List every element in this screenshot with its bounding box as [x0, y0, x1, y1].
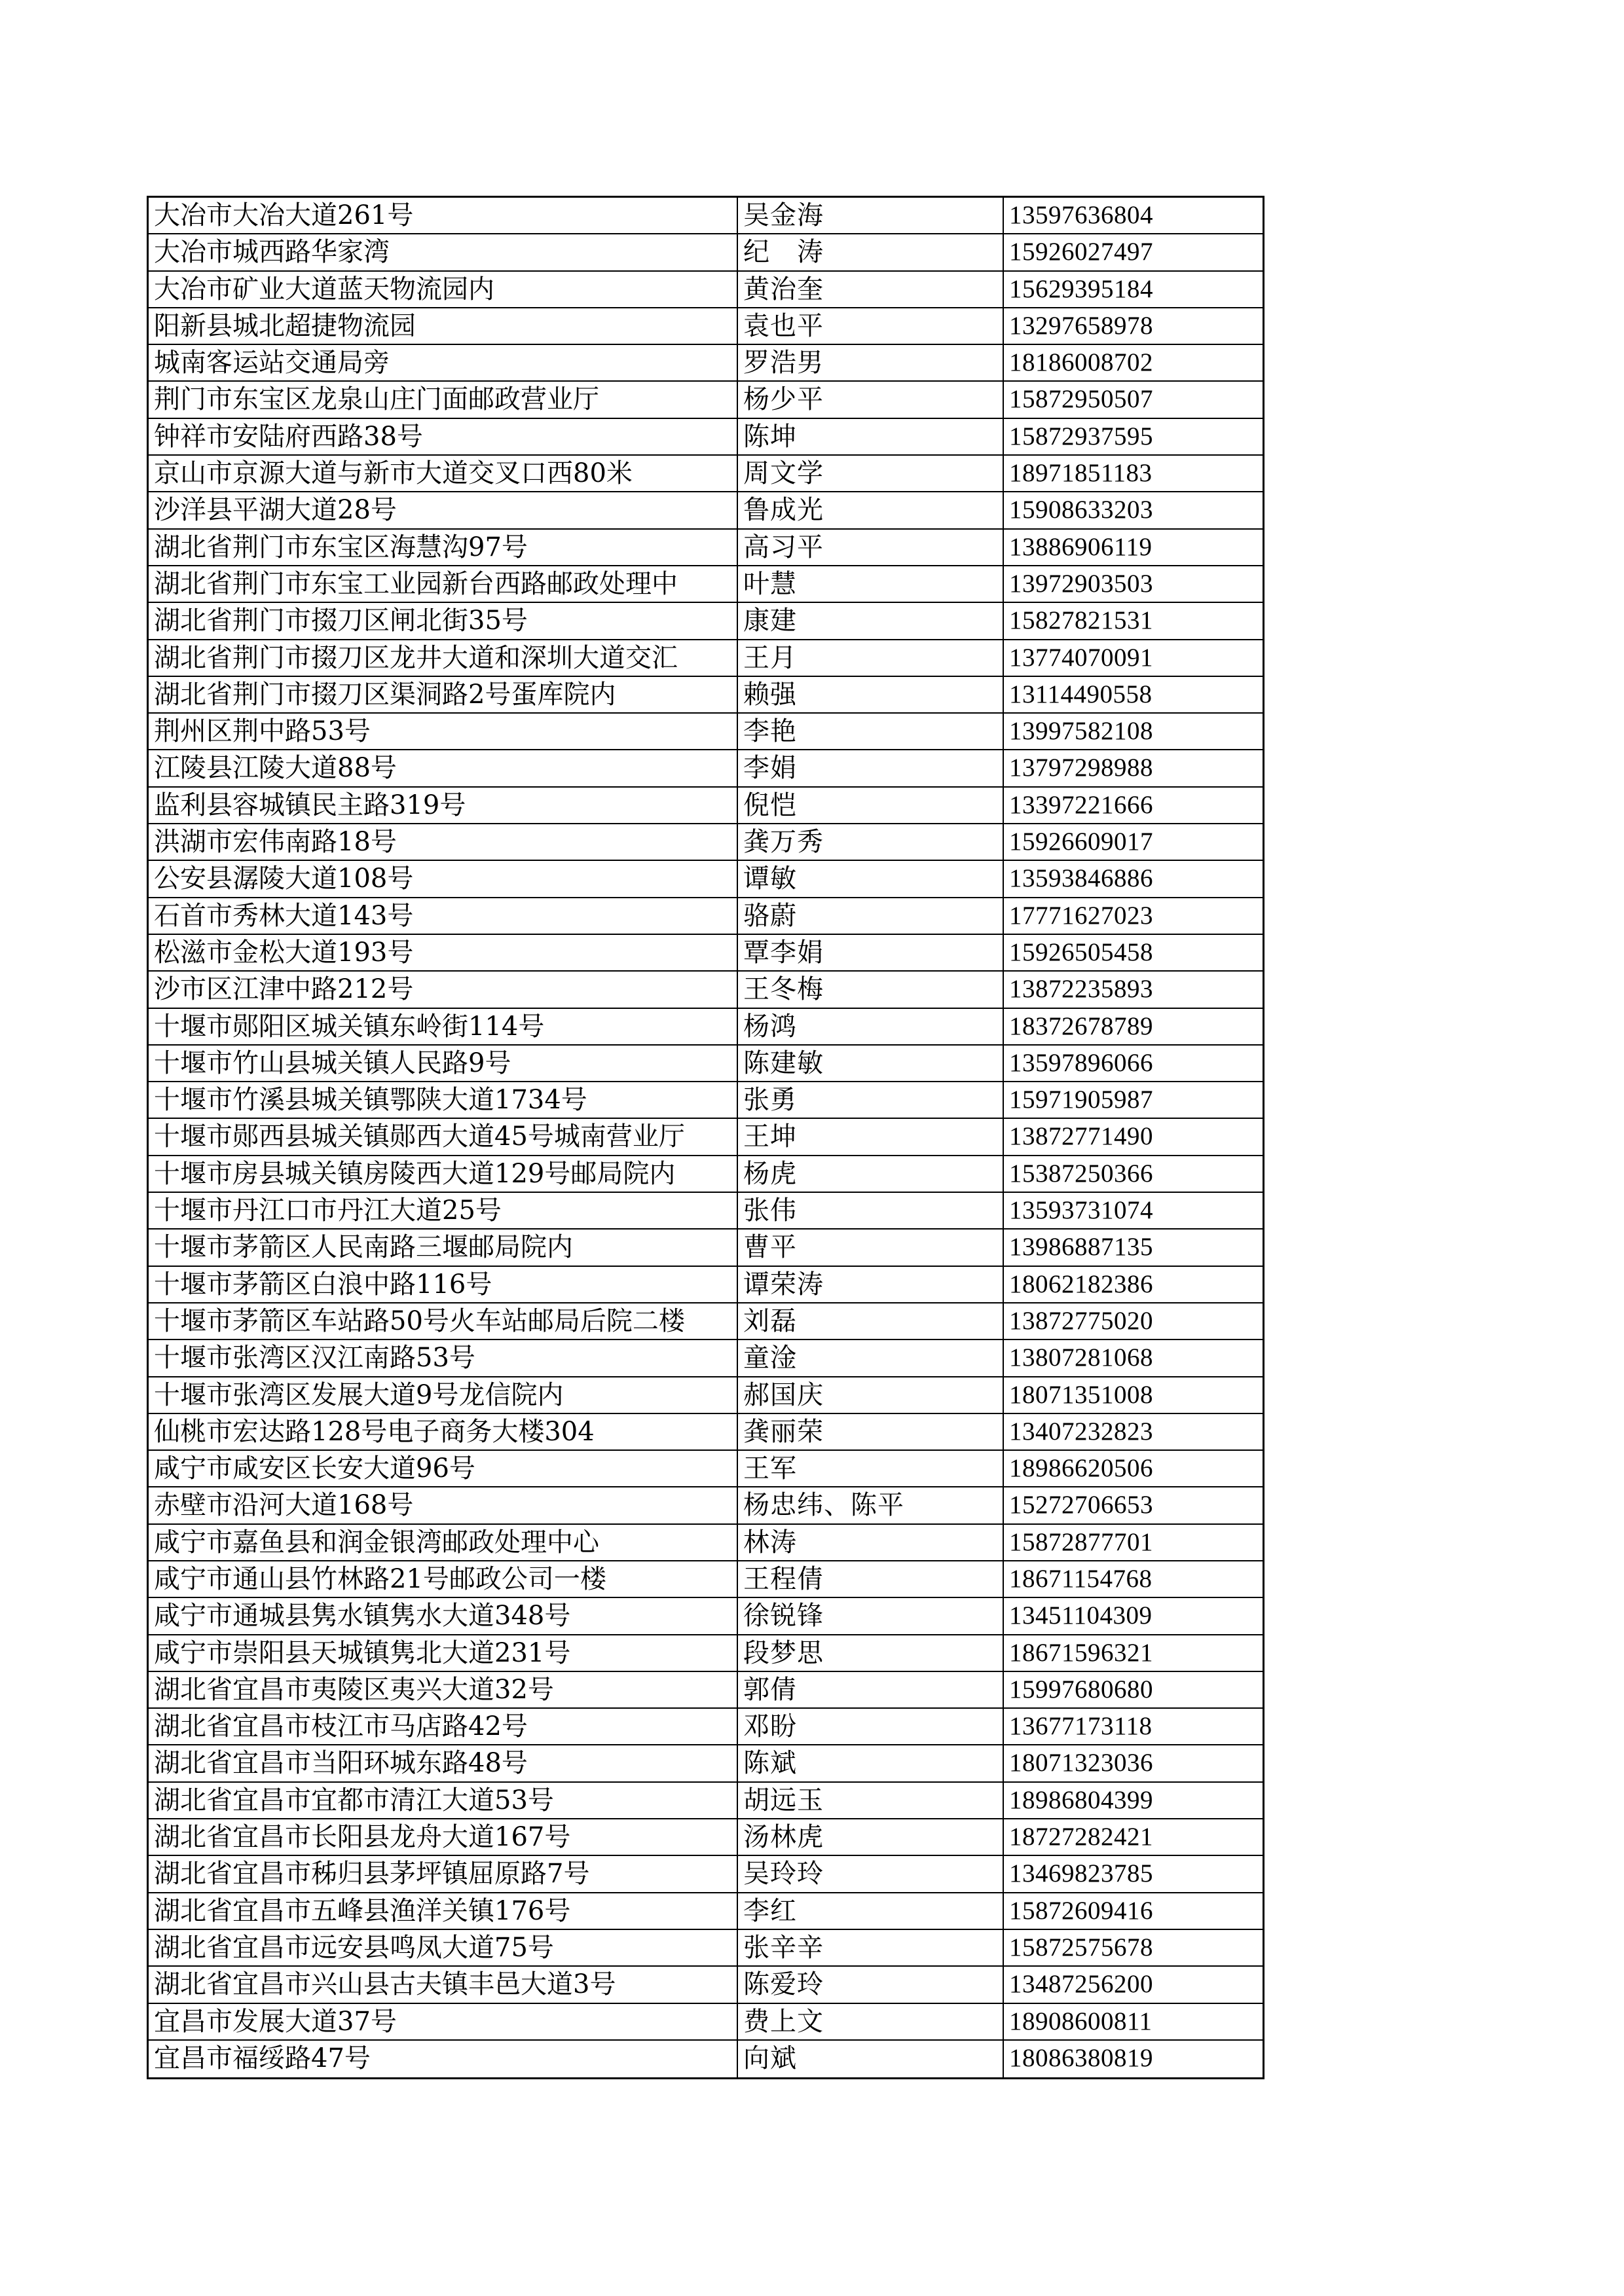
phone-cell: 13597636804: [1009, 201, 1153, 229]
table-row: [149, 1340, 1263, 1377]
table-row: [149, 1193, 1263, 1230]
table-row: [149, 1303, 1263, 1340]
phone-cell: 15926609017: [1009, 828, 1153, 856]
contact-name-cell: 高习平: [738, 530, 1004, 565]
table-row: [149, 972, 1263, 1008]
contact-name-cell: 杨鸿: [738, 1009, 1004, 1044]
contact-name-cell: 汤林虎: [738, 1819, 1004, 1855]
address-cell: 江陵县江陵大道88号: [149, 750, 738, 786]
table-row: [149, 1451, 1263, 1487]
table-row: [149, 1561, 1263, 1598]
table-row: [149, 198, 1263, 234]
table-row: [149, 1819, 1263, 1856]
table-row: [149, 750, 1263, 787]
contact-name-cell: 张伟: [738, 1193, 1004, 1228]
address-cell: 阳新县城北超捷物流园: [149, 308, 738, 344]
address-cell: 大冶市大冶大道261号: [149, 198, 738, 233]
address-cell: 咸宁市崇阳县天城镇隽北大道231号: [149, 1635, 738, 1671]
phone-cell: 18062182386: [1009, 1269, 1153, 1298]
contact-name-cell: 黄治奎: [738, 272, 1004, 307]
table-row: [149, 566, 1263, 603]
contact-name-cell: 骆蔚: [738, 898, 1004, 934]
table-row: [149, 2004, 1263, 2041]
phone-cell: 13997582108: [1009, 717, 1153, 746]
table-row: [149, 1598, 1263, 1635]
phone-cell: 18727282421: [1009, 1823, 1153, 1851]
contact-name-cell: 郭倩: [738, 1672, 1004, 1707]
table-row: [149, 1377, 1263, 1414]
address-cell: 十堰市张湾区汉江南路53号: [149, 1340, 738, 1376]
table-row: [149, 1856, 1263, 1893]
contact-name-cell: 吴金海: [738, 198, 1004, 233]
table-row: [149, 234, 1263, 271]
table-row: [149, 1930, 1263, 1967]
table-row: [149, 272, 1263, 308]
phone-cell: 13114490558: [1009, 680, 1153, 708]
contact-name-cell: 罗浩男: [738, 345, 1004, 380]
phone-cell: 13807281068: [1009, 1343, 1153, 1372]
contact-name-cell: 龚万秀: [738, 824, 1004, 860]
address-cell: 宜昌市发展大道37号: [149, 2004, 738, 2039]
address-cell: 湖北省宜昌市兴山县古夫镇丰邑大道3号: [149, 1967, 738, 2002]
table-row: [149, 345, 1263, 382]
address-cell: 湖北省荆门市掇刀区闸北街35号: [149, 603, 738, 638]
address-cell: 咸宁市嘉鱼县和润金银湾邮政处理中心: [149, 1525, 738, 1560]
phone-cell: 13407232823: [1009, 1417, 1153, 1446]
address-cell: 十堰市房县城关镇房陵西大道129号邮局院内: [149, 1156, 738, 1192]
table-row: [149, 1414, 1263, 1451]
address-cell: 咸宁市通城县隽水镇隽水大道348号: [149, 1598, 738, 1633]
address-cell: 监利县容城镇民主路319号: [149, 788, 738, 823]
address-cell: 十堰市茅箭区车站路50号火车站邮局后院二楼: [149, 1303, 738, 1339]
phone-cell: 15872575678: [1009, 1933, 1153, 1961]
address-cell: 公安县潺陵大道108号: [149, 861, 738, 896]
address-cell: 荆州区荆中路53号: [149, 714, 738, 749]
table-row: [149, 1745, 1263, 1782]
table-row: [149, 788, 1263, 824]
contact-name-cell: 周文学: [738, 456, 1004, 491]
phone-cell: 13469823785: [1009, 1859, 1153, 1888]
contact-name-cell: 王月: [738, 640, 1004, 676]
contact-name-cell: 张辛辛: [738, 1930, 1004, 1965]
contact-name-cell: 谭荣涛: [738, 1267, 1004, 1302]
phone-cell: 15908633203: [1009, 496, 1153, 524]
address-cell: 十堰市竹山县城关镇人民路9号: [149, 1046, 738, 1081]
address-cell: 赤壁市沿河大道168号: [149, 1487, 738, 1523]
address-cell: 十堰市郧西县城关镇郧西大道45号城南营业厅: [149, 1119, 738, 1154]
contact-name-cell: 陈爱玲: [738, 1967, 1004, 2002]
contact-name-cell: 杨少平: [738, 382, 1004, 417]
address-cell: 湖北省荆门市东宝工业园新台西路邮政处理中: [149, 566, 738, 602]
phone-cell: 13872775020: [1009, 1306, 1153, 1335]
contact-name-cell: 叶慧: [738, 566, 1004, 602]
contact-name-cell: 杨虎: [738, 1156, 1004, 1192]
table-row: [149, 492, 1263, 529]
phone-cell: 15926027497: [1009, 238, 1153, 266]
contact-name-cell: 郝国庆: [738, 1377, 1004, 1413]
table-row: [149, 1009, 1263, 1046]
contact-name-cell: 王冬梅: [738, 972, 1004, 1007]
contact-name-cell: 倪恺: [738, 788, 1004, 823]
phone-cell: 15872609416: [1009, 1896, 1153, 1925]
contact-name-cell: 胡远玉: [738, 1783, 1004, 1818]
phone-cell: 13972903503: [1009, 569, 1153, 598]
table-row: [149, 1046, 1263, 1082]
table-row: [149, 1156, 1263, 1193]
table-row: [149, 1230, 1263, 1266]
address-cell: 京山市京源大道与新市大道交叉口西80米: [149, 456, 738, 491]
address-cell: 仙桃市宏达路128号电子商务大楼304: [149, 1414, 738, 1449]
phone-cell: 13872771490: [1009, 1122, 1153, 1151]
address-cell: 十堰市丹江口市丹江大道25号: [149, 1193, 738, 1228]
table-row: [149, 1525, 1263, 1561]
address-cell: 沙市区江津中路212号: [149, 972, 738, 1007]
table-row: [149, 640, 1263, 677]
phone-cell: 13677173118: [1009, 1712, 1153, 1741]
address-cell: 咸宁市通山县竹林路21号邮政公司一楼: [149, 1561, 738, 1597]
address-cell: 十堰市茅箭区人民南路三堰邮局院内: [149, 1230, 738, 1265]
contact-name-cell: 向斌: [738, 2041, 1004, 2077]
contact-name-cell: 龚丽荣: [738, 1414, 1004, 1449]
contact-name-cell: 段梦思: [738, 1635, 1004, 1671]
phone-cell: 15387250366: [1009, 1159, 1153, 1188]
phone-cell: 15971905987: [1009, 1085, 1153, 1114]
contact-name-cell: 康建: [738, 603, 1004, 638]
table-row: [149, 456, 1263, 492]
table-row: [149, 824, 1263, 861]
address-cell: 十堰市张湾区发展大道9号龙信院内: [149, 1377, 738, 1413]
phone-cell: 13986887135: [1009, 1233, 1153, 1262]
contact-table: [147, 196, 1264, 2079]
contact-name-cell: 李娟: [738, 750, 1004, 786]
phone-cell: 18986804399: [1009, 1785, 1153, 1814]
address-cell: 十堰市竹溪县城关镇鄂陕大道1734号: [149, 1082, 738, 1118]
contact-name-cell: 赖强: [738, 677, 1004, 712]
address-cell: 沙洋县平湖大道28号: [149, 492, 738, 528]
phone-cell: 15872937595: [1009, 422, 1153, 450]
contact-name-cell: 王军: [738, 1451, 1004, 1486]
phone-cell: 15272706653: [1009, 1491, 1153, 1520]
table-row: [149, 2041, 1263, 2077]
phone-cell: 18986620506: [1009, 1454, 1153, 1483]
contact-name-cell: 邓盼: [738, 1709, 1004, 1744]
table-row: [149, 898, 1263, 935]
address-cell: 湖北省荆门市东宝区海慧沟97号: [149, 530, 738, 565]
phone-cell: 13886906119: [1009, 532, 1153, 561]
contact-name-cell: 童淦: [738, 1340, 1004, 1376]
contact-name-cell: 陈建敏: [738, 1046, 1004, 1081]
table-row: [149, 1082, 1263, 1119]
contact-name-cell: 费上文: [738, 2004, 1004, 2039]
table-row: [149, 1267, 1263, 1303]
table-row: [149, 714, 1263, 750]
table-row: [149, 308, 1263, 345]
address-cell: 湖北省宜昌市宜都市清江大道53号: [149, 1783, 738, 1818]
contact-name-cell: 鲁成光: [738, 492, 1004, 528]
contact-name-cell: 谭敏: [738, 861, 1004, 896]
phone-cell: 15926505458: [1009, 938, 1153, 966]
phone-cell: 13774070091: [1009, 643, 1153, 672]
phone-cell: 15629395184: [1009, 274, 1153, 303]
contact-name-cell: 徐锐锋: [738, 1598, 1004, 1633]
phone-cell: 18671596321: [1009, 1638, 1153, 1667]
phone-cell: 13487256200: [1009, 1970, 1153, 1999]
table-row: [149, 861, 1263, 898]
phone-cell: 18071351008: [1009, 1380, 1153, 1409]
address-cell: 大冶市矿业大道蓝天物流园内: [149, 272, 738, 307]
phone-cell: 13397221666: [1009, 790, 1153, 819]
address-cell: 十堰市茅箭区白浪中路116号: [149, 1267, 738, 1302]
address-cell: 咸宁市咸安区长安大道96号: [149, 1451, 738, 1486]
table-row: [149, 677, 1263, 714]
table-row: [149, 530, 1263, 566]
contact-name-cell: 杨忠纬、陈平: [738, 1487, 1004, 1523]
phone-cell: 15827821531: [1009, 606, 1153, 635]
phone-cell: 18971851183: [1009, 459, 1153, 488]
address-cell: 石首市秀林大道143号: [149, 898, 738, 934]
phone-cell: 13297658978: [1009, 311, 1153, 340]
phone-cell: 18671154768: [1009, 1564, 1153, 1593]
address-cell: 湖北省宜昌市夷陵区夷兴大道32号: [149, 1672, 738, 1707]
table-row: [149, 1672, 1263, 1709]
contact-name-cell: 纪 涛: [738, 234, 1004, 270]
phone-cell: 15872877701: [1009, 1527, 1153, 1556]
phone-cell: 13597896066: [1009, 1048, 1153, 1077]
table-row: [149, 1119, 1263, 1156]
table-row: [149, 603, 1263, 640]
phone-cell: 15872950507: [1009, 385, 1153, 414]
address-cell: 湖北省荆门市掇刀区渠洞路2号蛋库院内: [149, 677, 738, 712]
address-cell: 十堰市郧阳区城关镇东岭街114号: [149, 1009, 738, 1044]
table-row: [149, 1635, 1263, 1672]
contact-name-cell: 袁也平: [738, 308, 1004, 344]
address-cell: 湖北省荆门市掇刀区龙井大道和深圳大道交汇: [149, 640, 738, 676]
address-cell: 湖北省宜昌市当阳环城东路48号: [149, 1745, 738, 1781]
contact-name-cell: 吴玲玲: [738, 1856, 1004, 1891]
table-row: [149, 1893, 1263, 1930]
contact-name-cell: 陈坤: [738, 419, 1004, 454]
table-row: [149, 419, 1263, 456]
table-row: [149, 382, 1263, 418]
phone-cell: 18372678789: [1009, 1011, 1153, 1040]
address-cell: 湖北省宜昌市枝江市马店路42号: [149, 1709, 738, 1744]
table-row: [149, 1487, 1263, 1524]
contact-name-cell: 张勇: [738, 1082, 1004, 1118]
contact-name-cell: 曹平: [738, 1230, 1004, 1265]
phone-cell: 13797298988: [1009, 754, 1153, 782]
contact-name-cell: 李艳: [738, 714, 1004, 749]
address-cell: 湖北省宜昌市秭归县茅坪镇屈原路7号: [149, 1856, 738, 1891]
address-cell: 湖北省宜昌市远安县鸣凤大道75号: [149, 1930, 738, 1965]
table-row: [149, 1783, 1263, 1819]
address-cell: 城南客运站交通局旁: [149, 345, 738, 380]
phone-cell: 17771627023: [1009, 901, 1153, 930]
phone-cell: 18908600811: [1009, 2007, 1153, 2035]
contact-name-cell: 刘磊: [738, 1303, 1004, 1339]
address-cell: 松滋市金松大道193号: [149, 935, 738, 970]
table-row: [149, 1709, 1263, 1745]
table-row: [149, 1967, 1263, 2003]
contact-name-cell: 李红: [738, 1893, 1004, 1929]
contact-name-cell: 覃李娟: [738, 935, 1004, 970]
address-cell: 宜昌市福绥路47号: [149, 2041, 738, 2077]
table-row: [149, 935, 1263, 972]
phone-cell: 15997680680: [1009, 1675, 1153, 1704]
phone-cell: 18071323036: [1009, 1749, 1153, 1777]
contact-name-cell: 王坤: [738, 1119, 1004, 1154]
address-cell: 荆门市东宝区龙泉山庄门面邮政营业厅: [149, 382, 738, 417]
address-cell: 大冶市城西路华家湾: [149, 234, 738, 270]
phone-cell: 13451104309: [1009, 1601, 1153, 1630]
address-cell: 洪湖市宏伟南路18号: [149, 824, 738, 860]
contact-name-cell: 王程倩: [738, 1561, 1004, 1597]
contact-name-cell: 林涛: [738, 1525, 1004, 1560]
address-cell: 湖北省宜昌市长阳县龙舟大道167号: [149, 1819, 738, 1855]
phone-cell: 18086380819: [1009, 2043, 1153, 2072]
address-cell: 钟祥市安陆府西路38号: [149, 419, 738, 454]
phone-cell: 13872235893: [1009, 975, 1153, 1004]
address-cell: 湖北省宜昌市五峰县渔洋关镇176号: [149, 1893, 738, 1929]
phone-cell: 18186008702: [1009, 348, 1153, 377]
contact-name-cell: 陈斌: [738, 1745, 1004, 1781]
phone-cell: 13593846886: [1009, 864, 1153, 893]
phone-cell: 13593731074: [1009, 1196, 1153, 1225]
